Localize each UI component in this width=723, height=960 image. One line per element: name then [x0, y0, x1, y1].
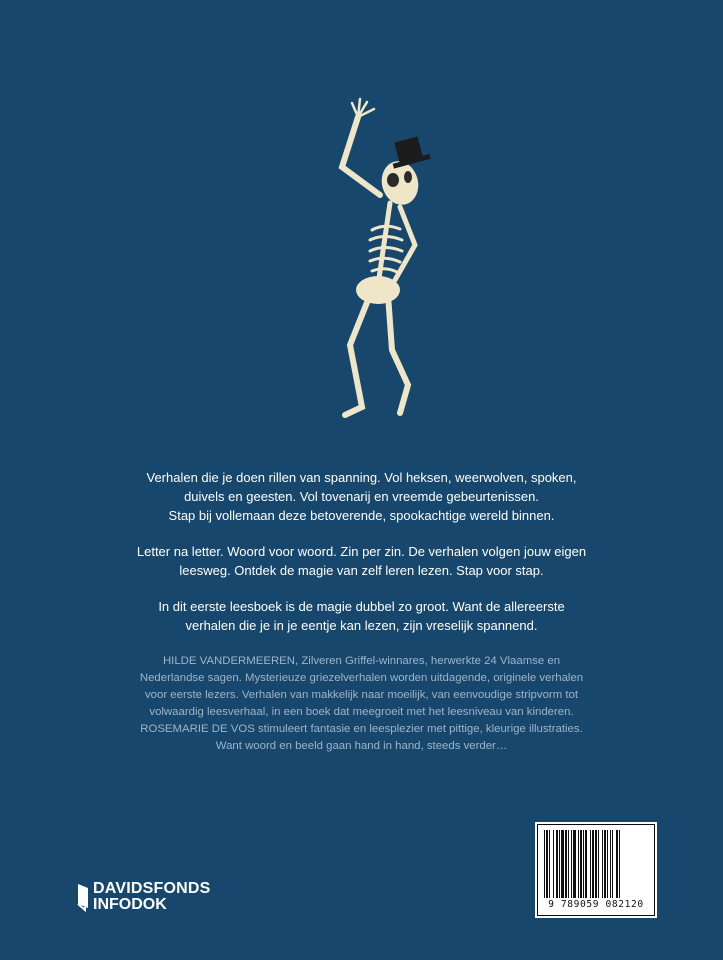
about-text: Want woord en beeld gaan hand in hand, steeds verder… [215, 740, 508, 752]
about-authors [90, 653, 633, 755]
publisher-logo [76, 880, 236, 916]
about-text: Nederlandse sagen. Mysterieuze griezelverhalen worden uitdagende, originele verhalen [139, 672, 584, 684]
davidsfonds-book-mark-icon [76, 882, 90, 912]
isbn-number: 9 789059 082120 [548, 899, 644, 910]
blurb-text: duivels en geesten. Vol tovenarij en vreemde gebeurtenissen. [184, 489, 539, 504]
blurb [100, 468, 623, 652]
about-text: HILDE VANDERMEEREN, Zilveren Griffel-winnares, herwerkte 24 Vlaamse en [162, 655, 561, 667]
publisher-name: DAVIDSFONDS [93, 880, 211, 897]
blurb-text: verhalen die je in je eentje kan lezen, zijn vreselijk spannend. [185, 618, 538, 633]
about-text: volwaardig leesverhaal, in een boek dat meegroeit met het leesniveau van kinderen. [149, 706, 574, 718]
publisher-imprint: INFODOK [93, 896, 167, 913]
blurb-text: Verhalen die je doen rillen van spanning. Vol heksen, weerwolven, spoken, [146, 470, 577, 485]
skeleton-illustration [300, 95, 450, 425]
blurb-text: Letter na letter. Woord voor woord. Zin per zin. De verhalen volgen jouw eigen [136, 544, 587, 559]
blurb-text: leesweg. Ontdek de magie van zelf leren lezen. Stap voor stap. [179, 563, 544, 578]
barcode-bars [542, 828, 650, 900]
barcode [535, 822, 657, 918]
about-text: voor eerste lezers. Verhalen van makkelijk naar moeilijk, van eenvoudige stripvorm tot [144, 689, 579, 701]
about-text: ROSEMARIE DE VOS stimuleert fantasie en leesplezier met pittige, kleurige illustraties. [140, 723, 583, 735]
blurb-text: In dit eerste leesboek is de magie dubbel zo groot. Want de allereerste [158, 599, 565, 614]
blurb-text: Stap bij vollemaan deze betoverende, spookachtige wereld binnen. [168, 508, 555, 523]
